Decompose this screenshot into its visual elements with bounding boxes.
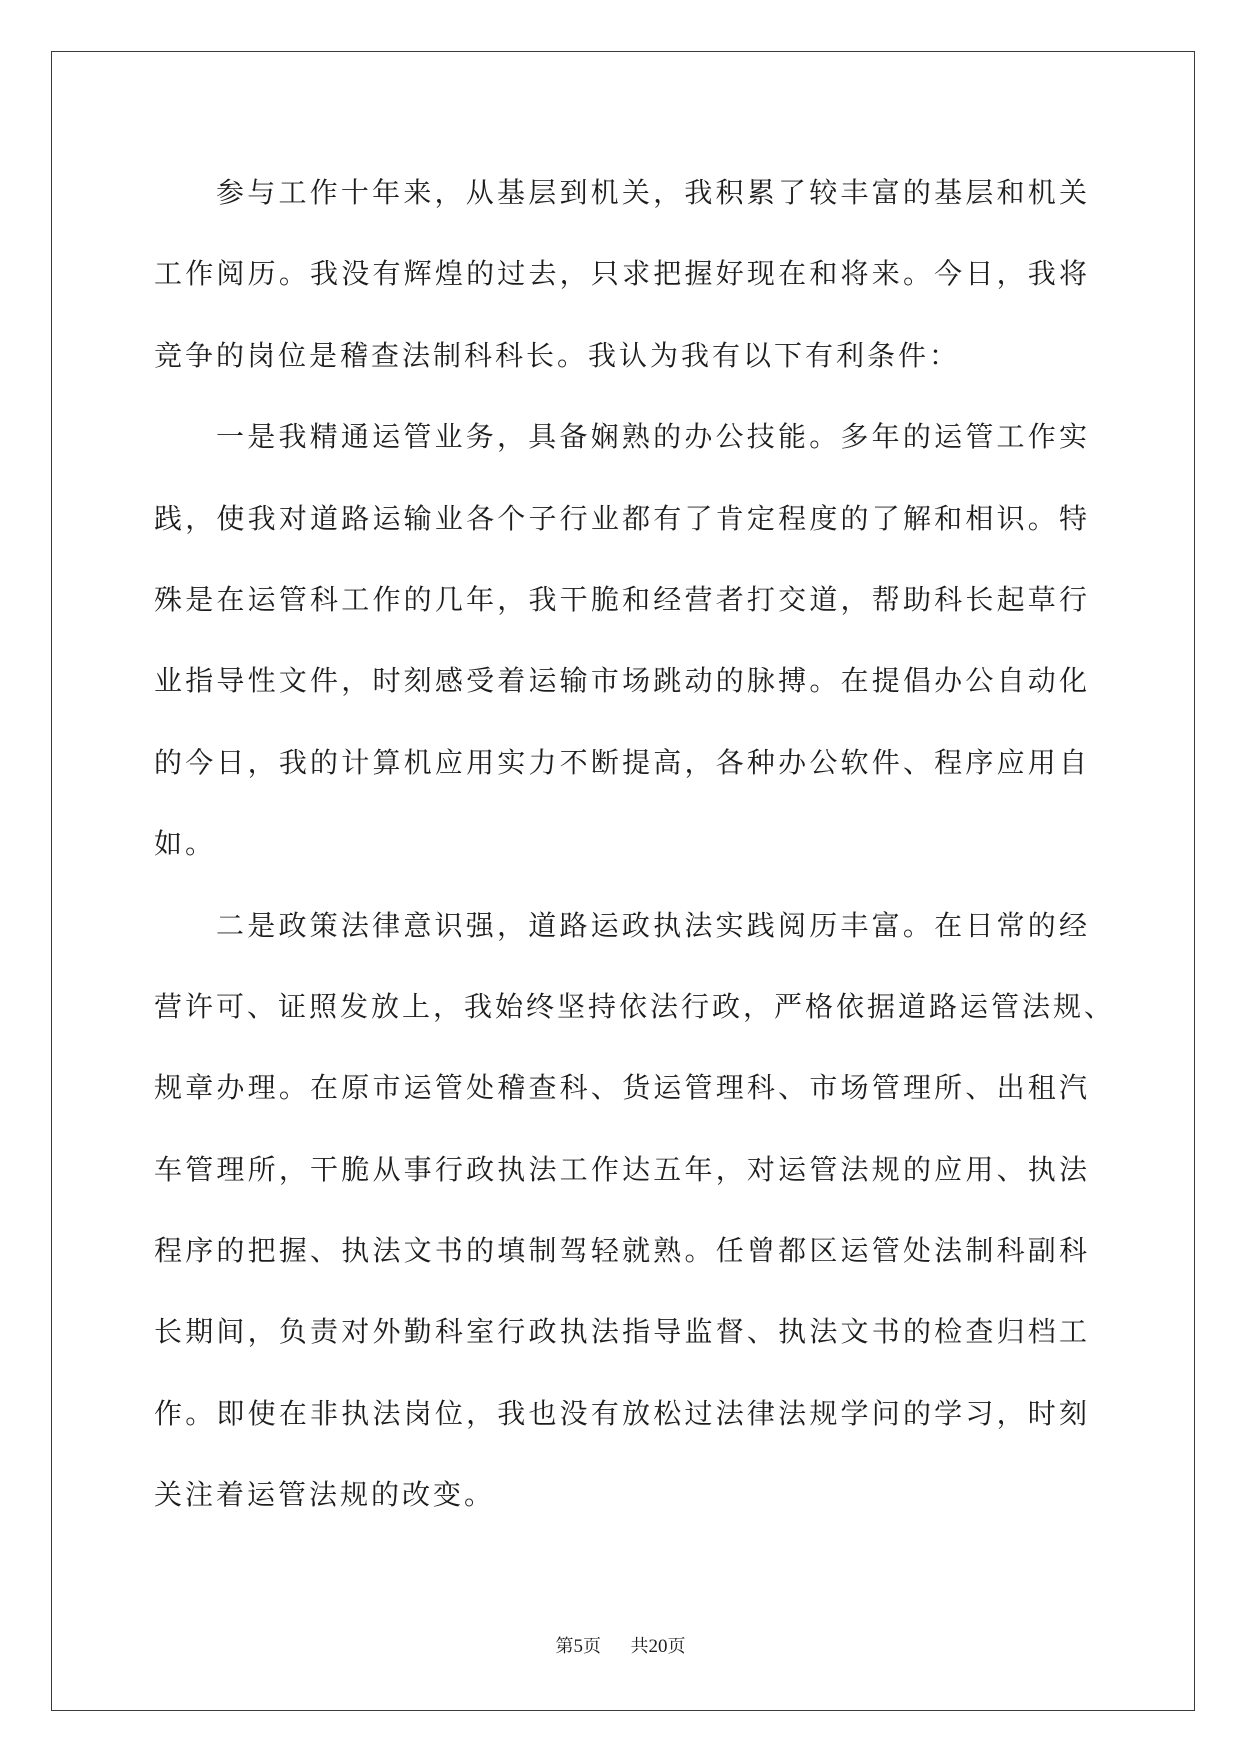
paragraph-2-line-2: 践，使我对道路运输业各个子行业都有了肯定程度的了解和相识。特	[154, 501, 1090, 535]
page-number-label	[556, 1636, 607, 1657]
paragraph-3-line-5: 程序的把握、执法文书的填制驾轻就熟。任曾都区运管处法制科副科	[154, 1234, 1090, 1268]
page-suffix: 页	[583, 1636, 602, 1657]
paragraph-3-line-7: 作。即使在非执法岗位，我也没有放松过法律法规学问的学习，时刻	[154, 1396, 1090, 1430]
page-number: 5	[573, 1636, 584, 1657]
paragraph-3-line-1: 二是政策法律意识强，道路运政执法实践阅历丰富。在日常的经	[216, 908, 1090, 942]
paragraph-2-line-5: 的今日，我的计算机应用实力不断提高，各种办公软件、程序应用自	[154, 745, 1090, 779]
paragraph-1-line-1: 参与工作十年来，从基层到机关，我积累了较丰富的基层和机关	[216, 176, 1090, 209]
paragraph-2-line-3: 殊是在运管科工作的几年，我干脆和经营者打交道，帮助科长起草行	[154, 582, 1090, 616]
total-pages: 20	[648, 1636, 668, 1657]
total-prefix: 共	[630, 1636, 649, 1657]
total-pages-label	[630, 1636, 685, 1657]
paragraph-1-line-3: 竞争的岗位是稽查法制科科长。我认为我有以下有利条件：	[154, 338, 961, 372]
paragraph-3-line-2: 营许可、证照发放上，我始终坚持依法行政，严格依据道路运管法规、	[154, 989, 1116, 1023]
page-prefix: 第	[555, 1636, 574, 1657]
paragraph-3-line-8: 关注着运管法规的改变。	[154, 1478, 496, 1512]
paragraph-2-line-1: 一是我精通运管业务，具备娴熟的办公技能。多年的运管工作实	[216, 420, 1090, 454]
paragraph-1-line-2: 工作阅历。我没有辉煌的过去，只求把握好现在和将来。今日，我将	[154, 257, 1090, 291]
paragraph-2-line-4: 业指导性文件，时刻感受着运输市场跳动的脉搏。在提倡办公自动化	[154, 664, 1090, 698]
document-body	[154, 152, 1116, 1536]
paragraph-3-line-6: 长期间，负责对外勤科室行政执法指导监督、执法文书的检查归档工	[154, 1315, 1090, 1349]
paragraph-3-line-3: 规章办理。在原市运管处稽查科、货运管理科、市场管理所、出租汽	[154, 1071, 1090, 1105]
total-suffix: 页	[667, 1636, 686, 1657]
page-footer	[0, 1634, 1241, 1660]
paragraph-2-line-6: 如。	[154, 827, 217, 861]
paragraph-3-line-4: 车管理所，干脆从事行政执法工作达五年，对运管法规的应用、执法	[154, 1152, 1090, 1186]
